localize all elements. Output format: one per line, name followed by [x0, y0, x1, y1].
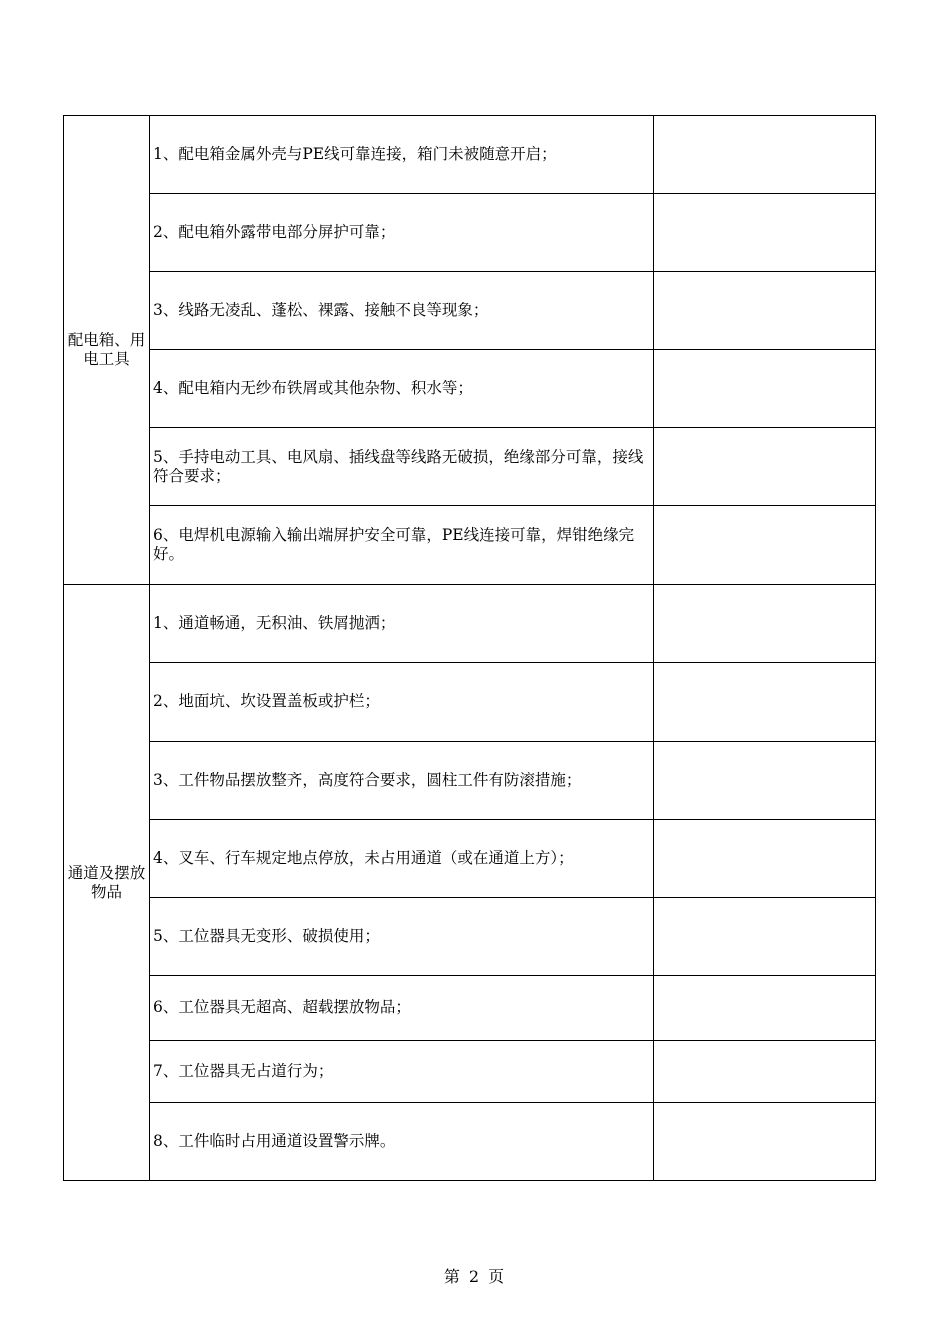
- result-cell: [654, 506, 876, 585]
- result-cell: [654, 1102, 876, 1180]
- check-item: 6、电焊机电源输入输出端屏护安全可靠，PE线连接可靠，焊钳绝缘完好。: [150, 506, 654, 585]
- table-row: [64, 1102, 876, 1180]
- check-item: 4、配电箱内无纱布铁屑或其他杂物、积水等；: [150, 350, 654, 428]
- check-item: 1、通道畅通，无积油、铁屑抛洒；: [150, 585, 654, 663]
- result-cell: [654, 1040, 876, 1102]
- check-item: 7、工位器具无占道行为；: [150, 1040, 654, 1102]
- result-cell: [654, 819, 876, 897]
- result-cell: [654, 272, 876, 350]
- result-cell: [654, 741, 876, 819]
- table-row: [64, 506, 876, 585]
- table-row: [64, 819, 876, 897]
- table-row: [64, 272, 876, 350]
- table-row: [64, 741, 876, 819]
- result-cell: [654, 194, 876, 272]
- check-item: 6、工位器具无超高、超载摆放物品；: [150, 975, 654, 1040]
- table-row: [64, 585, 876, 663]
- table-row: [64, 663, 876, 741]
- check-item: 1、配电箱金属外壳与PE线可靠连接，箱门未被随意开启；: [150, 116, 654, 194]
- table-row: [64, 897, 876, 975]
- result-cell: [654, 585, 876, 663]
- check-item: 3、线路无凌乱、蓬松、裸露、接触不良等现象；: [150, 272, 654, 350]
- table-row: [64, 428, 876, 506]
- check-item: 2、配电箱外露带电部分屏护可靠；: [150, 194, 654, 272]
- table-row: [64, 1040, 876, 1102]
- category-cell-power: 配电箱、用电工具: [64, 116, 150, 585]
- page-number: 第 2 页: [443, 1267, 507, 1286]
- check-item: 4、叉车、行车规定地点停放，未占用通道（或在通道上方）；: [150, 819, 654, 897]
- check-item: 3、工件物品摆放整齐，高度符合要求，圆柱工件有防滚措施；: [150, 741, 654, 819]
- inspection-table: [63, 115, 876, 1181]
- result-cell: [654, 897, 876, 975]
- result-cell: [654, 116, 876, 194]
- check-item: 5、手持电动工具、电风扇、插线盘等线路无破损，绝缘部分可靠，接线符合要求；: [150, 428, 654, 506]
- check-item: 5、工位器具无变形、破损使用；: [150, 897, 654, 975]
- result-cell: [654, 428, 876, 506]
- result-cell: [654, 663, 876, 741]
- check-item: 8、工件临时占用通道设置警示牌。: [150, 1102, 654, 1180]
- result-cell: [654, 975, 876, 1040]
- result-cell: [654, 350, 876, 428]
- table-row: [64, 116, 876, 194]
- check-item: 2、地面坑、坎设置盖板或护栏；: [150, 663, 654, 741]
- table-row: [64, 350, 876, 428]
- table-row: [64, 194, 876, 272]
- table-row: [64, 975, 876, 1040]
- category-cell-passage: 通道及摆放物品: [64, 585, 150, 1181]
